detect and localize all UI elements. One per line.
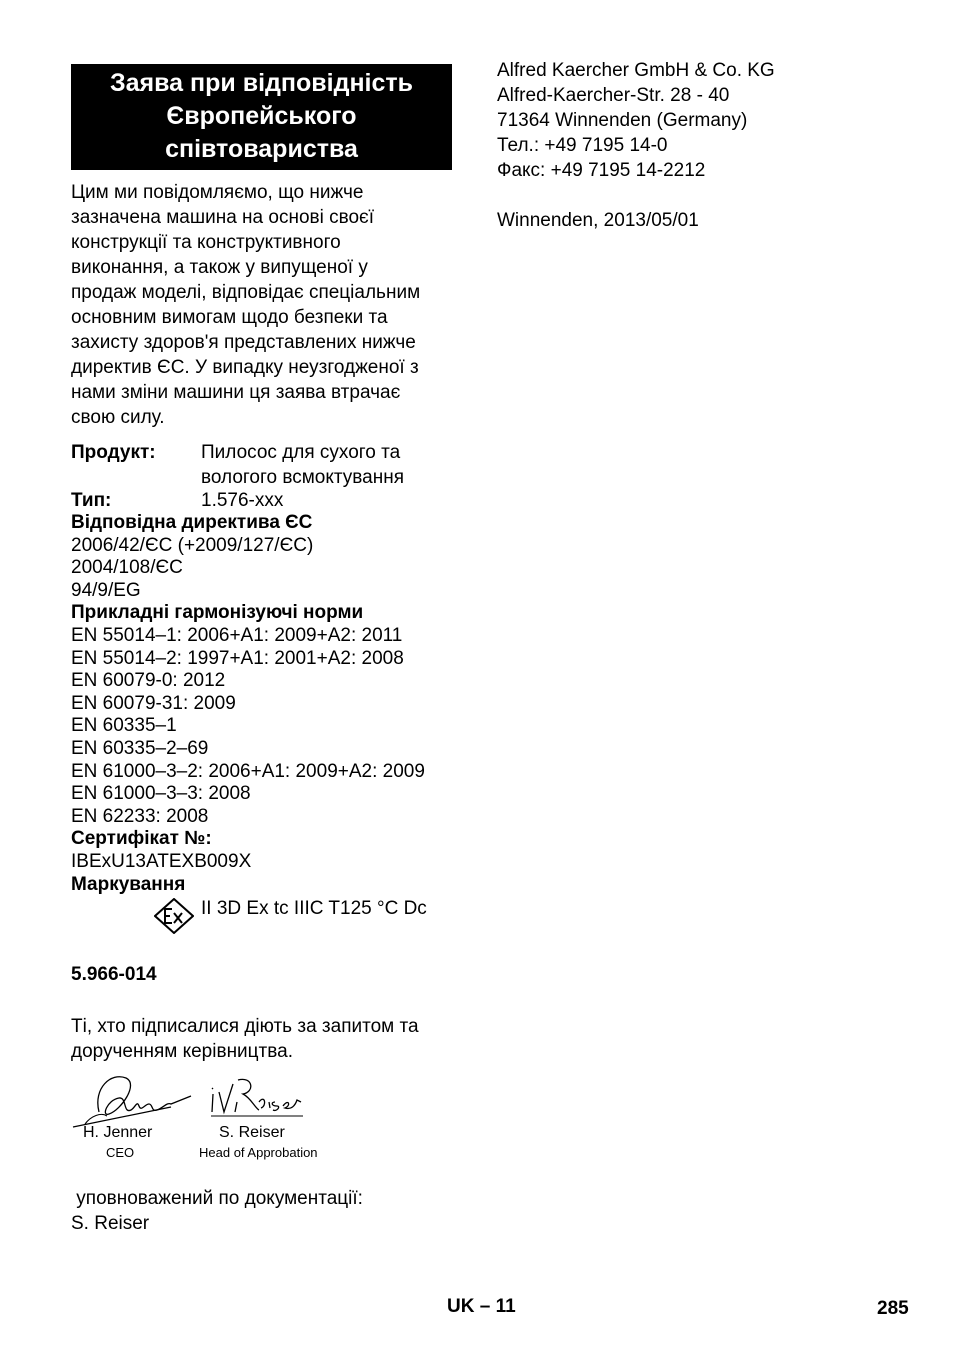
signed-note-line-2: дорученням керівництва.	[71, 1041, 293, 1063]
declaration-title	[71, 64, 452, 170]
company-fax: Факс: +49 7195 14-2212	[497, 160, 706, 181]
directive-item: 2006/42/ЄС (+2009/127/ЄС)	[71, 534, 314, 556]
type-label: Тип:	[71, 490, 112, 511]
company-street: Alfred-Kaercher-Str. 28 - 40	[497, 85, 730, 106]
product-value	[201, 440, 404, 490]
document-number: 5.966-014	[71, 964, 157, 986]
type-row	[71, 490, 463, 512]
declaration-column	[71, 64, 463, 1236]
spacer	[497, 183, 775, 208]
marking-value: II 3D Ex tc IIIC T125 °C Dc	[201, 898, 427, 920]
standard-item: EN 61000–3–3: 2008	[71, 783, 251, 805]
intro-line: нами зміни машини ця заява втрачає	[71, 382, 401, 403]
product-row	[71, 440, 463, 490]
ex-icon	[154, 898, 194, 934]
footer-section-code: UK – 11	[447, 1296, 516, 1317]
intro-line: виконання, а також у випущеної у	[71, 257, 368, 278]
directives-heading: Відповідна директива ЄС	[71, 512, 313, 533]
signed-note-line-1: Ті, хто підписалися діють за запитом та	[71, 1016, 419, 1038]
product-value-line-2: вологого всмоктування	[201, 467, 405, 488]
product-value-line-1: Пилосос для сухого та	[201, 442, 401, 463]
intro-line: захисту здоров'я представлених нижче	[71, 332, 416, 353]
authorized-line-1: уповноважений по документації:	[71, 1188, 363, 1210]
signature-jenner	[71, 1070, 201, 1130]
standard-item: EN 55014–1: 2006+A1: 2009+A2: 2011	[71, 624, 403, 646]
intro-line: свою силу.	[71, 407, 165, 428]
standard-item: EN 55014–2: 1997+A1: 2001+A2: 2008	[71, 647, 404, 669]
signature-block	[71, 1070, 463, 1170]
standard-item: EN 60335–2–69	[71, 737, 209, 759]
intro-line: основним вимогам щодо безпеки та	[71, 307, 388, 328]
title-line-2: Європейського	[166, 102, 357, 130]
intro-line: конструкції та конструктивного	[71, 232, 341, 253]
marking-row	[71, 896, 463, 942]
directives-section	[71, 512, 463, 602]
certificate-label: Сертифікат №:	[71, 828, 212, 850]
standard-item: EN 60079-31: 2009	[71, 692, 236, 714]
company-phone: Тел.: +49 7195 14-0	[497, 135, 668, 156]
intro-line: продаж моделі, відповідає спеціальним	[71, 282, 421, 303]
certificate-section	[71, 828, 463, 896]
directive-item: 2004/108/ЄС	[71, 557, 183, 579]
standard-item: EN 61000–3–2: 2006+A1: 2009+A2: 2009	[71, 760, 425, 782]
certificate-value: IBExU13ATEXB009X	[71, 850, 252, 872]
authorized-representative	[71, 1186, 463, 1236]
signatory-name: H. Jenner	[83, 1124, 153, 1142]
type-value: 1.576-xxx	[201, 490, 284, 511]
page-number: 285	[877, 1298, 909, 1319]
intro-line: директив ЄС. У випадку неузгодженої з	[71, 357, 419, 378]
title-line-3: співтовариства	[165, 135, 358, 163]
standards-section	[71, 602, 463, 828]
intro-paragraph	[71, 180, 463, 430]
title-line-1: Заява при відповідність	[109, 69, 414, 97]
signed-note	[71, 1014, 463, 1064]
product-label: Продукт:	[71, 442, 156, 463]
marking-label: Маркування	[71, 873, 186, 895]
signatory-role: CEO	[106, 1145, 135, 1161]
standards-heading: Прикладні гармонізуючі норми	[71, 602, 364, 624]
place-date: Winnenden, 2013/05/01	[497, 210, 699, 231]
company-city: 71364 Winnenden (Germany)	[497, 110, 748, 131]
authorized-line-2: S. Reiser	[71, 1213, 150, 1235]
company-address	[497, 58, 775, 233]
intro-line: Цим ми повідомляємо, що нижче	[71, 182, 364, 203]
company-name: Alfred Kaercher GmbH & Co. KG	[497, 60, 775, 81]
signature-reiser	[207, 1072, 307, 1124]
standard-item: EN 62233: 2008	[71, 805, 209, 827]
signatory-name: S. Reiser	[219, 1124, 285, 1142]
intro-line: зазначена машина на основі своєї	[71, 207, 375, 228]
standard-item: EN 60335–1	[71, 715, 177, 737]
directive-item: 94/9/EG	[71, 579, 141, 601]
signatory-role: Head of Approbation	[199, 1145, 318, 1161]
standard-item: EN 60079-0: 2012	[71, 670, 226, 692]
